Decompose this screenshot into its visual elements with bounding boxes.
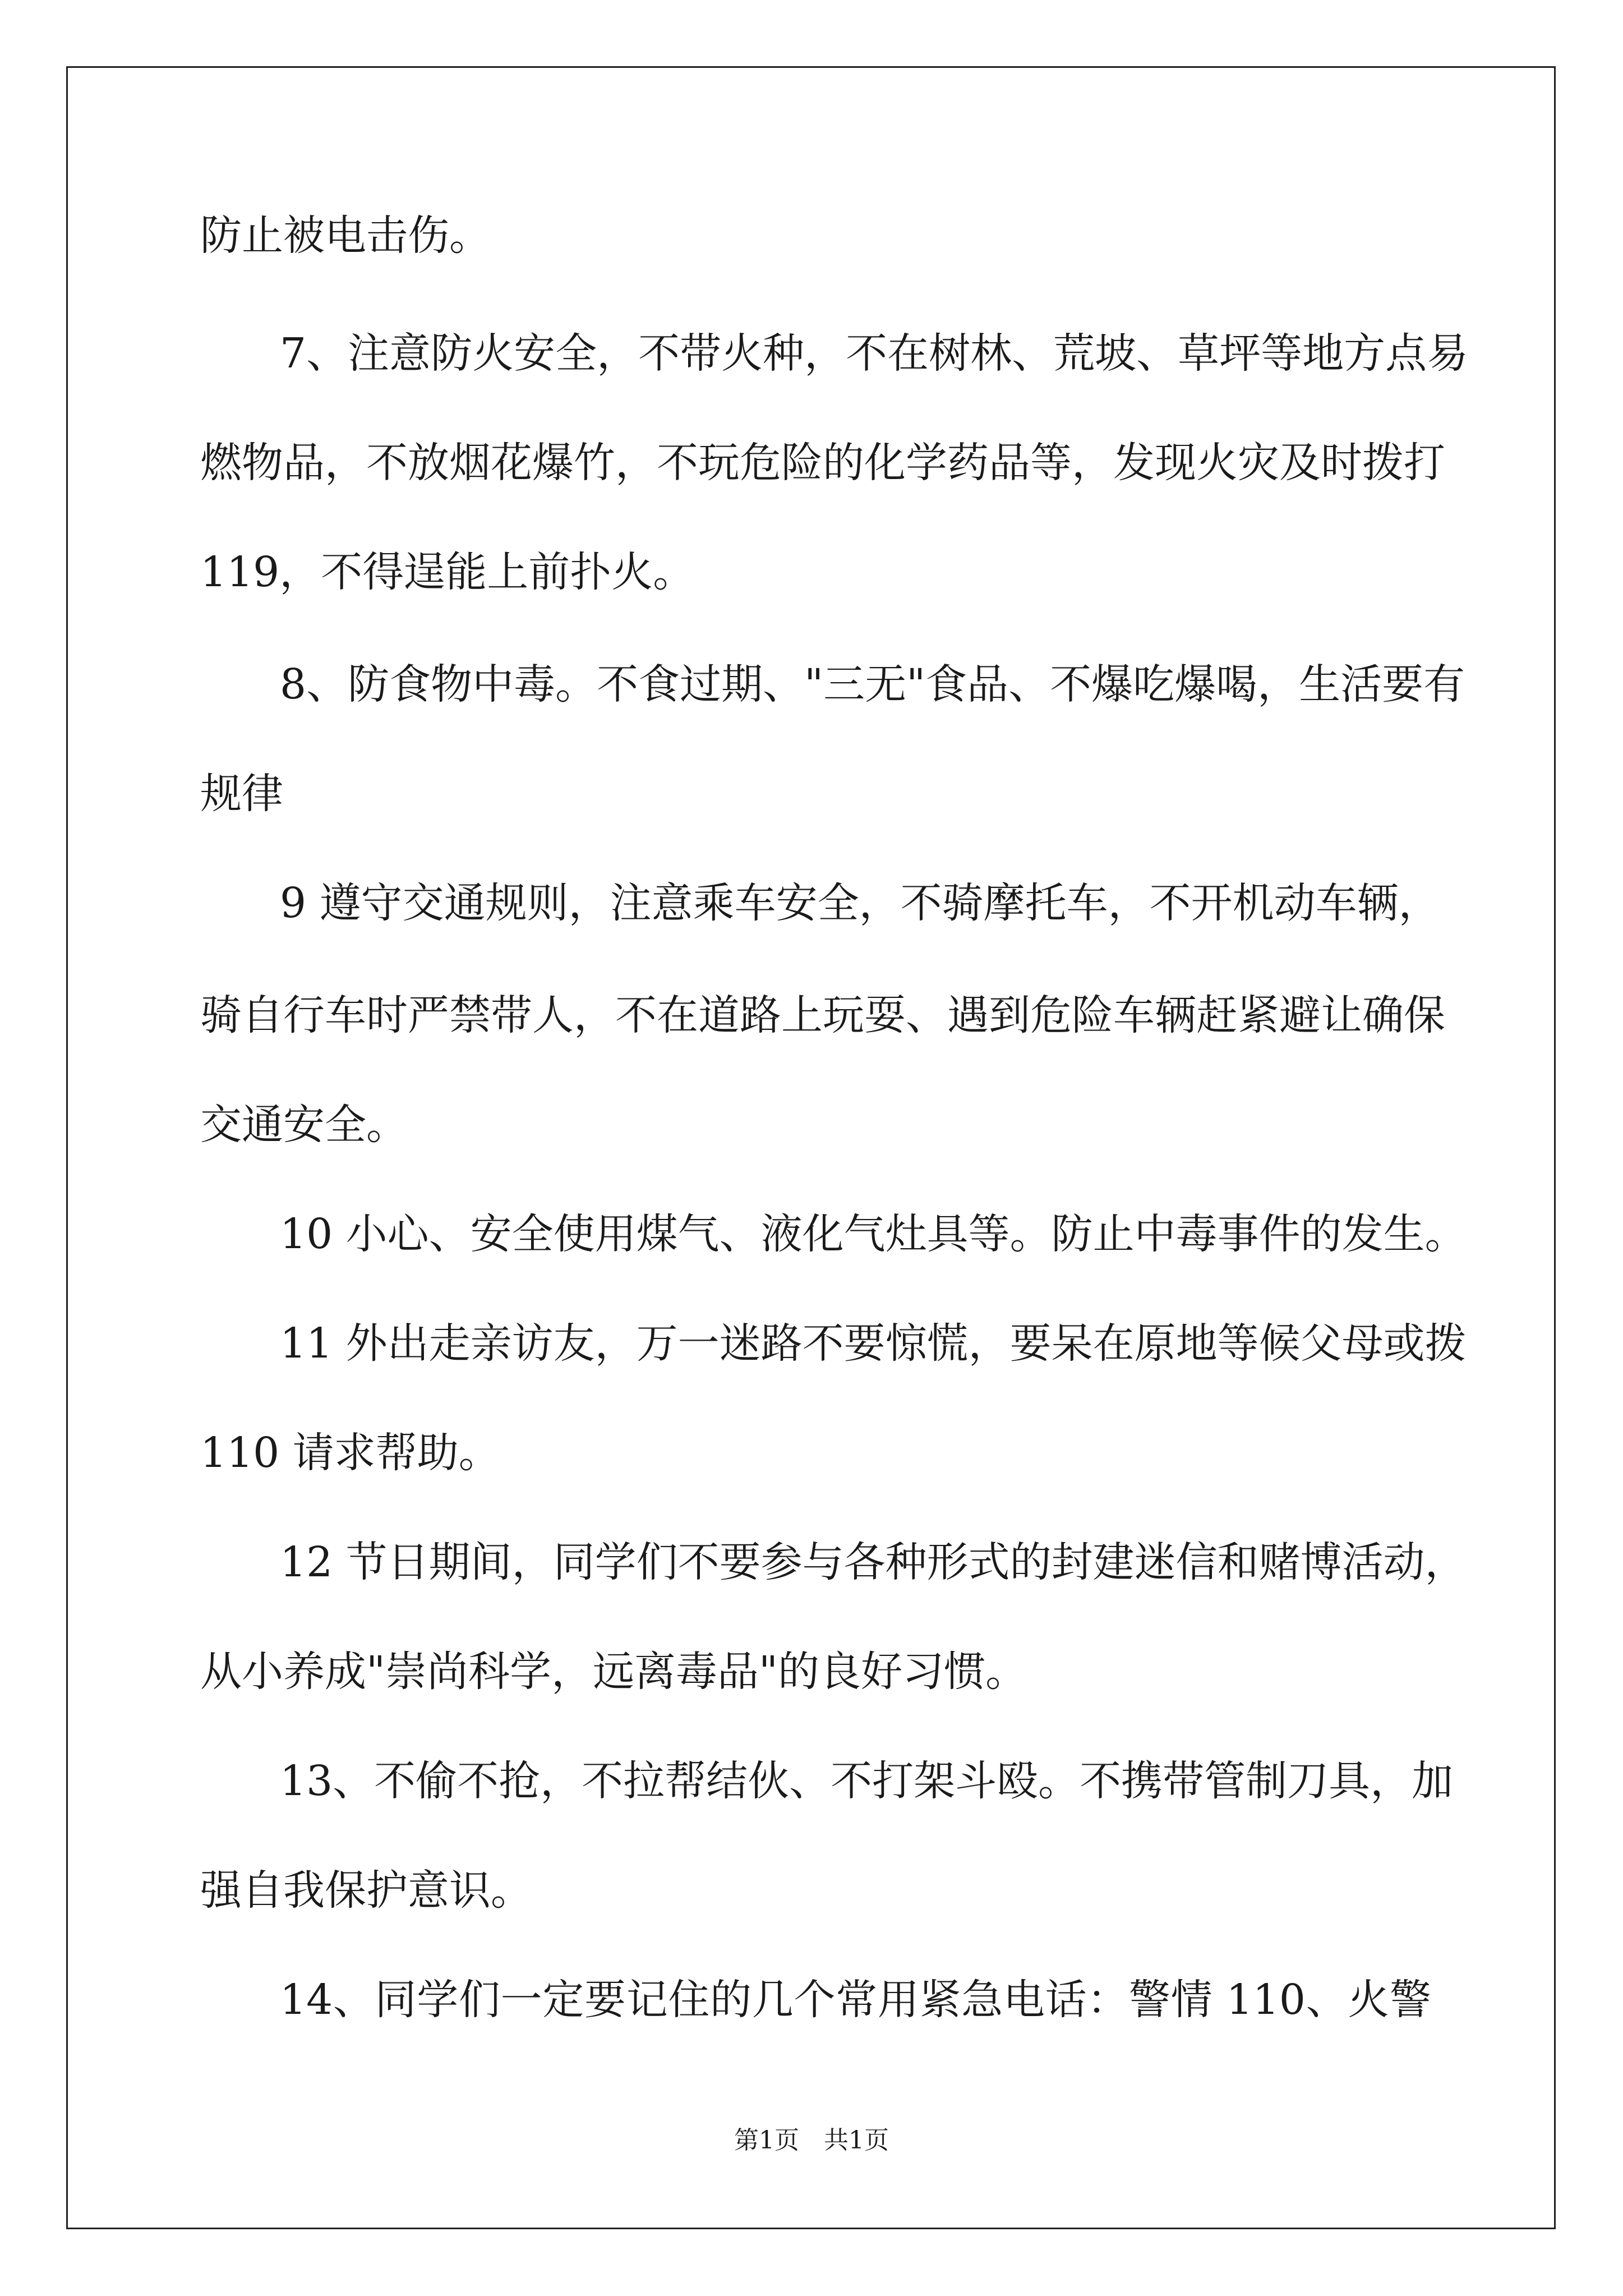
text-line: 13、不偷不抢，不拉帮结伙、不打架斗殴。不携带管制刀具，加 bbox=[280, 1757, 1454, 1805]
text-line: 11 外出走亲访友，万一迷路不要惊慌，要呆在原地等候父母或拨 bbox=[280, 1319, 1467, 1368]
text-line: 交通安全。 bbox=[200, 1101, 408, 1149]
text-line: 10 小心、安全使用煤气、液化气灶具等。防止中毒事件的发生。 bbox=[280, 1210, 1467, 1258]
text-line: 从小养成"崇尚科学，远离毒品"的良好习惯。 bbox=[200, 1648, 1027, 1696]
text-line: 防止被电击伤。 bbox=[200, 211, 491, 260]
text-line: 骑自行车时严禁带人，不在道路上玩耍、遇到危险车辆赶紧避让确保 bbox=[200, 991, 1445, 1039]
text-line: 110 请求帮助。 bbox=[200, 1429, 500, 1477]
text-line: 强自我保护意识。 bbox=[200, 1866, 532, 1915]
text-line: 119，不得逞能上前扑火。 bbox=[200, 548, 695, 596]
text-line: 规律 bbox=[200, 770, 283, 818]
text-line: 14、同学们一定要记住的几个常用紧急电话：警情 110、火警 bbox=[280, 1976, 1431, 2024]
text-line: 8、防食物中毒。不食过期、"三无"食品、不爆吃爆喝，生活要有 bbox=[280, 660, 1465, 708]
text-line: 7、注意防火安全，不带火种，不在树林、荒坡、草坪等地方点易 bbox=[280, 329, 1469, 378]
text-line: 12 节日期间，同学们不要参与各种形式的封建迷信和赌博活动， bbox=[280, 1538, 1467, 1586]
page-footer: 第1页 共1页 bbox=[734, 2126, 889, 2155]
text-line: 燃物品，不放烟花爆竹，不玩危险的化学药品等，发现火灾及时拨打 bbox=[200, 439, 1445, 487]
text-line: 9 遵守交通规则，注意乘车安全，不骑摩托车，不开机动车辆， bbox=[280, 879, 1440, 927]
